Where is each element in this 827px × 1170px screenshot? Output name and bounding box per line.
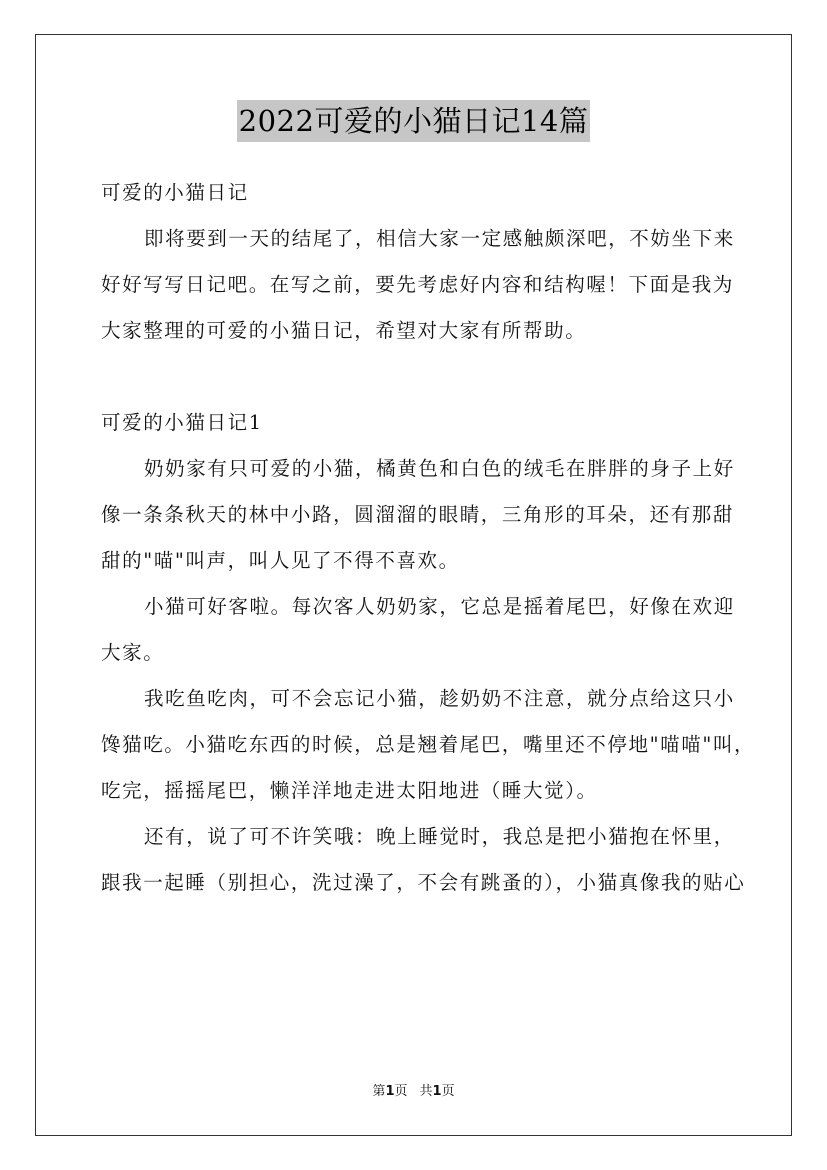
paragraph-line: 馋猫吃。小猫吃东西的时候，总是翘着尾巴，嘴里还不停地"喵喵"叫， [101, 733, 756, 756]
document-body [101, 170, 756, 906]
paragraph-line: 我吃鱼吃肉，可不会忘记小猫，趁奶奶不注意，就分点给这只小 [144, 687, 735, 710]
blank-line [101, 354, 731, 400]
paragraph-line: 像一条条秋天的林中小路，圆溜溜的眼睛，三角形的耳朵，还有那甜 [101, 503, 735, 526]
intro-line: 大家整理的可爱的小猫日记，希望对大家有所帮助。 [101, 319, 587, 342]
total-pages: 1 [432, 1084, 442, 1099]
entry-heading: 可爱的小猫日记1 [101, 411, 263, 434]
total-prefix: 共 [419, 1084, 433, 1099]
paragraph-line: 跟我一起睡（别担心，洗过澡了，不会有跳蚤的），小猫真像我的贴心 [101, 871, 746, 894]
paragraph-line: 奶奶家有只可爱的小猫，橘黄色和白色的绒毛在胖胖的身子上好 [144, 457, 735, 480]
paragraph-line: 还有，说了可不许笑哦：晚上睡觉时，我总是把小猫抱在怀里， [144, 825, 735, 848]
paragraph-line: 甜的"喵"叫声，叫人见了不得不喜欢。 [101, 549, 460, 572]
total-suffix: 页 [441, 1084, 455, 1099]
paragraph-line: 小猫可好客啦。每次客人奶奶家，它总是摇着尾巴，好像在欢迎 [144, 595, 735, 618]
intro-line: 好好写写日记吧。在写之前，要先考虑好内容和结构喔！下面是我为 [101, 273, 735, 296]
section-heading: 可爱的小猫日记 [101, 181, 249, 204]
page-suffix: 页 [394, 1084, 408, 1099]
page-prefix: 第 [372, 1084, 386, 1099]
paragraph-line: 吃完，摇摇尾巴，懒洋洋地走进太阳地进（睡大觉）。 [101, 779, 598, 802]
page-footer [0, 1080, 827, 1099]
title-container [0, 100, 827, 142]
document-title: 2022可爱的小猫日记14篇 [237, 100, 591, 142]
paragraph-line: 大家。 [101, 641, 165, 664]
intro-line: 即将要到一天的结尾了，相信大家一定感触颇深吧，不妨坐下来 [144, 227, 735, 250]
page-number: 1 [385, 1084, 395, 1099]
